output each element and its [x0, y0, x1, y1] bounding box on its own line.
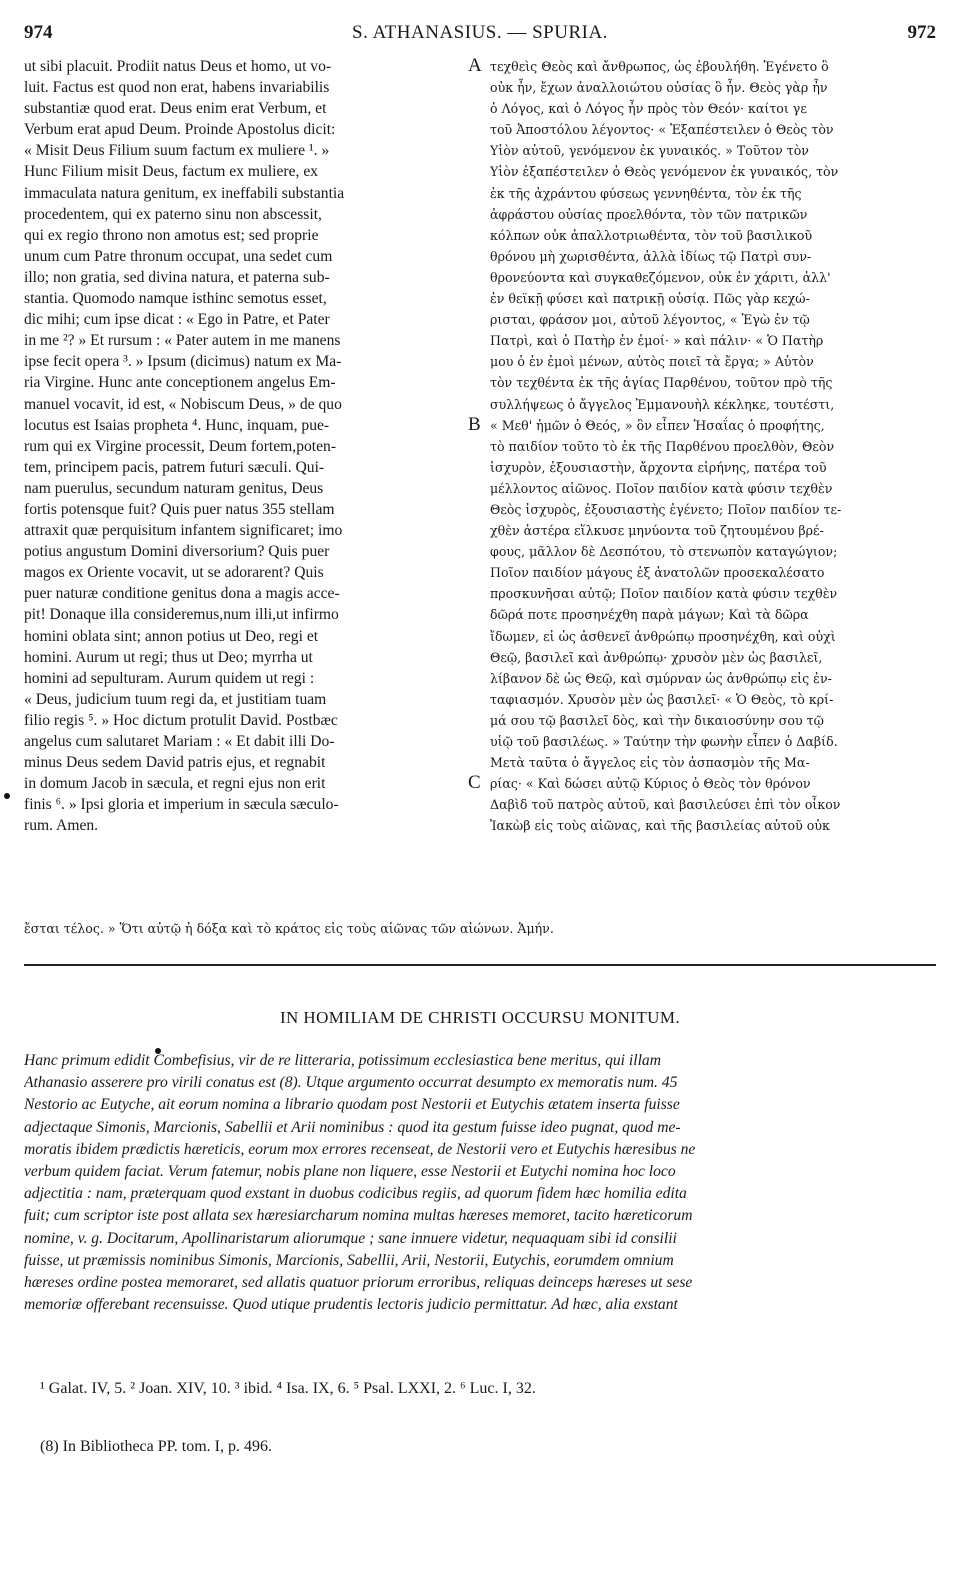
latin-text-line: homini ad sepulturam. Aurum quidem ut regi : — [24, 669, 315, 687]
page-header — [24, 14, 936, 44]
greek-text-line: τοῦ Ἀποστόλου λέγοντος· « Ἐξαπέστειλεν ὁ Θεὸς τὸν — [490, 122, 834, 138]
latin-text-line: ria Virgine. Hunc ante conceptionem angelus Em- — [24, 374, 336, 392]
greek-text-line: μου ὁ ἐν ἐμοὶ μένων, αὐτὸς ποιεῖ τὰ ἔργα; » Αὐτὸν — [490, 354, 814, 370]
monitum-text-line: fuisse, ut præmissis nominibus Simonis, Marcionis, Sabellii, Arii, Nestorii, Eutychis, eorumdem omnium — [24, 1251, 674, 1269]
greek-text-line: ρίας· « Καὶ δώσει αὐτῷ Κύριος ὁ Θεὸς τὸν θρόνον — [490, 776, 811, 792]
monitum-text-line: nomine, v. g. Docitarum, Apollinaristarum aliorumque ; sane innuere videtur, nequaquam sibi id consilii — [24, 1229, 677, 1247]
latin-text-line: substantiæ quod erat. Deus enim erat Verbum, et — [24, 100, 327, 118]
greek-text-line: κόλπων οὐκ ἀπαλλοτριωθέντα, τὸν τοῦ βασιλικοῦ — [490, 227, 813, 243]
monitum-text-line: memoriæ offerebant recensuisse. Quod utique prudentis lectoris judicio permittatur. Ad hæc, alia exstant — [24, 1296, 678, 1314]
latin-text-line: rum. Amen. — [24, 817, 99, 835]
latin-text-line: homini. Aurum ut regi; thus ut Deo; myrrha ut — [24, 648, 313, 666]
greek-text-line: μά σου τῷ βασιλεῖ δὸς, καὶ τὴν δικαιοσύνην σου τῷ — [490, 712, 824, 728]
latin-text-line: luit. Factus est quod non erat, habens invariabilis — [24, 79, 330, 97]
latin-text-line: « Misit Deus Filium suum factum ex muliere ¹. » — [24, 142, 330, 160]
footnotes: ¹ Galat. IV, 5. ² Joan. XIV, 10. ³ ibid. ⁴ Isa. IX, 6. ⁵ Psal. LXXI, 2. ⁶ Luc. I, 32. — [40, 1380, 536, 1397]
section-divider — [24, 964, 936, 966]
monitum-text-line: Athanasio asserere pro virili conatus est (8). Utque argumento occurrat desumpto ex memoratis num. 45 — [24, 1074, 678, 1092]
monitum-text-line: Hanc primum edidit Combefisius, vir de re litteraria, potissimum ecclesiastica bene meritus, qui illam — [24, 1052, 661, 1069]
greek-text-line: θρονεύοντα καὶ συγκαθεζόμενον, οὐκ ἐν χάριτι, ἀλλ' — [490, 269, 831, 285]
latin-text-line: tem, principem pacis, patrem futuri sæculi. Qui- — [24, 458, 325, 476]
marker-a: A — [468, 55, 482, 76]
greek-text-line: ἀφράστου οὐσίας προελθόντα, τὸν τῶν πατρικῶν — [490, 206, 808, 222]
greek-text-line: Μετὰ ταῦτα ὁ ἄγγελος εἰς τὸν ἀσπασμὸν τῆς Μα- — [490, 755, 810, 771]
monitum-text-line: verbum quidem faciat. Verum fatemur, nobis plane non liquere, esse Nestorii et Eutychi nomina hoc loco — [24, 1162, 676, 1180]
greek-text-line: τεχθεὶς Θεὸς καὶ ἄνθρωπος, ὡς ἐβουλήθη. Ἐγένετο ὃ — [490, 59, 829, 74]
latin-text-line: nam puerulus, secundum naturam genitus, Deus — [24, 479, 324, 497]
latin-text-line: « Deus, judicium tuum regi da, et justitiam tuam — [24, 690, 327, 708]
greek-text-line: υἱῷ τοῦ βασιλέως. » Ταύτην τὴν φωνὴν εἶπεν ὁ Δαβίδ. — [490, 734, 838, 749]
latin-text-line: Hunc Filium misit Deus, factum ex muliere, ex — [24, 163, 319, 181]
greek-text-line: συλλήψεως ὁ ἄγγελος Ἐμμανουὴλ κέκληκε, τουτέστι, — [490, 396, 835, 412]
greek-text-line: Ποῖον παιδίον μάγους ἐξ ἀνατολῶν προσεκαλέσατο — [490, 565, 825, 581]
greek-text-line: οὐκ ἦν, ἔχων ἀναλλοιώτου οὐσίας ὃ ἦν. Θεὸς γὰρ ἦν — [490, 80, 828, 96]
latin-text-line: rum qui ex Virgine processit, Deum fortem,poten- — [24, 437, 337, 455]
greek-text-line: Θεῷ, βασιλεῖ καὶ ἀνθρώπῳ· χρυσὸν μὲν ὡς βασιλεῖ, — [490, 649, 823, 665]
greek-text-line: Υἱὸν αὐτοῦ, γενόμενον ἐκ γυναικός. » Τοῦτον τὸν — [490, 143, 809, 159]
greek-text-line: ἰσχυρὸν, ἐξουσιαστὴν, ἄρχοντα εἰρήνης, πατέρα τοῦ — [490, 459, 827, 475]
latin-text-line: potius angustum Domini diversorium? Quis puer — [24, 543, 330, 561]
latin-text-line: ipse fecit opera ³. » Ipsum (dicimus) natum ex Ma- — [24, 353, 342, 371]
latin-text-line: puer naturæ conditione genitus dona a magis acce- — [24, 585, 340, 603]
ink-dot — [4, 793, 10, 799]
monitum-text-line: moratis ibidem prædictis hæreticis, eorum mox errores recenseat, de Nestorii vero et Eutychis hæresibus ne — [24, 1140, 696, 1158]
latin-text-line: locutus est Isaias propheta ⁴. Hunc, inquam, pue- — [24, 416, 330, 434]
latin-text-line: angelus cum salutaret Mariam : « Et dabit illi Do- — [24, 733, 335, 750]
monitum-text-line: hæreses ordine postea memoraret, sed allatis quatuor priorum erroribus, reliquas deinceps hæreses ut sese — [24, 1273, 693, 1291]
running-title: S. ATHANASIUS. — SPURIA. — [352, 22, 608, 43]
greek-text-line: θρόνου μὴ χωρισθέντα, ἀλλὰ ἰδίως τῷ Πατρὶ συν- — [490, 248, 812, 264]
greek-text-line: ὁ Λόγος, καὶ ὁ Λόγος ἦν πρὸς τὸν Θεόν· καίτοι γε — [490, 101, 807, 117]
monitum-text — [24, 1050, 936, 1316]
greek-column — [490, 56, 935, 836]
greek-text-line: Ἰακὼβ εἰς τοὺς αἰῶνας, καὶ τῆς βασιλείας αὐτοῦ οὐκ — [490, 818, 830, 834]
latin-text-line: illo; non gratia, sed divina natura, et paterna sub- — [24, 268, 330, 286]
greek-text-line: ταφιασμόν. Χρυσὸν μὲν ὡς βασιλεῖ· « Ὁ Θεὸς, τὸ κρί- — [490, 691, 834, 707]
greek-text-line: Θεὸς ἰσχυρὸς, ἐξουσιαστὴς ἐγένετο; Ποῖον παιδίον τε- — [490, 501, 842, 517]
page-number-right: 972 — [907, 22, 936, 43]
monitum-text-line: adjectaque Simonis, Marcionis, Sabellii et Arii nominibus : quod ita gestum fuisse ideo pugnat, quod me- — [24, 1118, 681, 1136]
greek-text-line: μέλλοντος αἰῶνος. Ποῖον παιδίον κατὰ φύσιν τεχθὲν — [490, 480, 833, 496]
latin-text-line: magos ex Oriente vocavit, ut se adorarent? Quis — [24, 564, 324, 582]
latin-text-line: dic mihi; cum ipse dicat : « Ego in Patre, et Pater — [24, 311, 330, 329]
latin-text-line: in me ²? » Et rursum : « Pater autem in me manens — [24, 332, 341, 350]
section-title: IN HOMILIAM DE CHRISTI OCCURSU MONITUM. — [280, 1008, 680, 1027]
latin-text-line: filio regis ⁵. » Hoc dictum protulit David. Postbæc — [24, 711, 338, 729]
greek-text-line: ἐκ τῆς ἀχράντου φύσεως γεννηθέντα, τὸν ἐκ τῆς — [490, 185, 802, 201]
marker-b: B — [468, 414, 481, 435]
latin-text-line: unum cum Patre thronum occupat, una sedet cum — [24, 247, 333, 265]
latin-text-line: minus Deus sedem David patris ejus, et regnabit — [24, 754, 326, 772]
latin-text-line: homini oblata sint; annon potius ut Deo, regi et — [24, 627, 319, 645]
greek-text-line: φους, μᾶλλον δὲ Δεσπότου, τὸ στενωπὸν καταγώγιον; — [490, 544, 838, 560]
greek-text-line: ρισται, φράσον μοι, αὐτοῦ λέγοντος, « Ἐγὼ ἐν τῷ — [490, 312, 810, 328]
monitum-text-line: adjectitia : nam, præterquam quod exstant in duobus codicibus regiis, ad quorum fidem hæc homilia edita — [24, 1185, 687, 1203]
greek-text-line: Υἱὸν ἐξαπέστειλεν ὁ Θεὸς γενόμενον ἐκ γυναικός, τὸν — [490, 164, 839, 180]
greek-text-line: Δαβὶδ τοῦ πατρὸς αὐτοῦ, καὶ βασιλεύσει ἐπὶ τὸν οἶκον — [490, 797, 841, 813]
page-number-left: 974 — [24, 22, 53, 43]
greek-closing-line: ἔσται τέλος. » Ὅτι αὐτῷ ἡ δόξα καὶ τὸ κράτος εἰς τοὺς αἰῶνας τῶν αἰώνων. Ἀμήν. — [24, 921, 554, 936]
greek-text-line: δῶρά ποτε προσηνέχθη παρὰ μάγων; Καὶ τὰ δῶρα — [490, 607, 809, 623]
greek-text-line: ἴδωμεν, εἰ ὡς ἀσθενεῖ ἀνθρώπῳ προσηνέχθη, καὶ οὐχὶ — [490, 628, 836, 644]
editor-note: (8) In Bibliotheca PP. tom. I, p. 496. — [40, 1438, 272, 1455]
monitum-text-line: Nestorio ac Eutyche, ait eorum nomina a librario quodam post Nestorii et Eutychis ætatem inserta fuisse — [24, 1096, 680, 1114]
latin-text-line: in domum Jacob in sæcula, et regni ejus non erit — [24, 775, 326, 793]
monitum-text-line: fuit; cum scriptor iste post allata sex hæresiarcharum nomina multas hæreses memoret, tacito hæreticorum — [24, 1207, 693, 1225]
greek-text-line: λίβανον δὲ ὡς Θεῷ, καὶ σμύρναν ὡς ἀνθρώπῳ εἰς ἐν- — [490, 670, 832, 686]
greek-text-line: ἐν θεϊκῇ φύσει καὶ πατρικῇ οὐσίᾳ. Πῶς γὰρ κεχώ- — [490, 291, 810, 307]
greek-text-line: χθὲν ἀστέρα εἵλκυσε μηνύοντα τοῦ ζητουμένου βρέ- — [490, 523, 824, 539]
latin-text-line: ut sibi placuit. Prodiit natus Deus et homo, ut vo- — [24, 58, 332, 75]
greek-text-line: τὸ παιδίον τοῦτο τὸ ἐκ τῆς Παρθένου προελθὸν, Θεὸν — [490, 438, 835, 454]
latin-column — [24, 56, 464, 836]
latin-text-line: fortis potensque fuit? Quis puer natus 355 stellam — [24, 500, 335, 518]
latin-text-line: manuel vocavit, id est, « Nobiscum Deus, » de quo — [24, 395, 342, 413]
latin-text-line: immaculata natura genitum, ex ineffabili substantia — [24, 184, 345, 202]
marker-c: C — [468, 772, 481, 793]
latin-text-line: qui ex regio throno non amotus est; sed proprie — [24, 226, 319, 244]
latin-text-line: procedentem, qui ex paterno sinu non abscessit, — [24, 205, 322, 223]
latin-text-line: stantia. Quomodo namque isthinc semotus esset, — [24, 290, 327, 308]
greek-text-line: Πατρὶ, καὶ ὁ Πατὴρ ἐν ἐμοί· » καὶ πάλιν· « Ὁ Πατὴρ — [490, 333, 824, 349]
latin-text-line: Verbum erat apud Deum. Proinde Apostolus dicit: — [24, 121, 336, 139]
latin-text-line: finis ⁶. » Ipsi gloria et imperium in sæcula sæculo- — [24, 796, 339, 814]
greek-text-line: προσκυνῆσαι αὐτῷ; Ποῖον παιδίον κατὰ φύσιν τεχθὲν — [490, 586, 838, 602]
greek-text-line: τὸν τεχθέντα ἐκ τῆς ἁγίας Παρθένου, τοῦτον πρὸ τῆς — [490, 375, 833, 391]
latin-text-line: attraxit quæ perquisitum infantem significaret; imo — [24, 522, 343, 540]
latin-text-line: pit! Donaque illa consideremus,num illi,ut infirmo — [24, 606, 339, 624]
greek-text-line: « Μεθ' ἡμῶν ὁ Θεός, » ὃν εἶπεν Ἡσαΐας ὁ προφήτης, — [490, 417, 825, 433]
